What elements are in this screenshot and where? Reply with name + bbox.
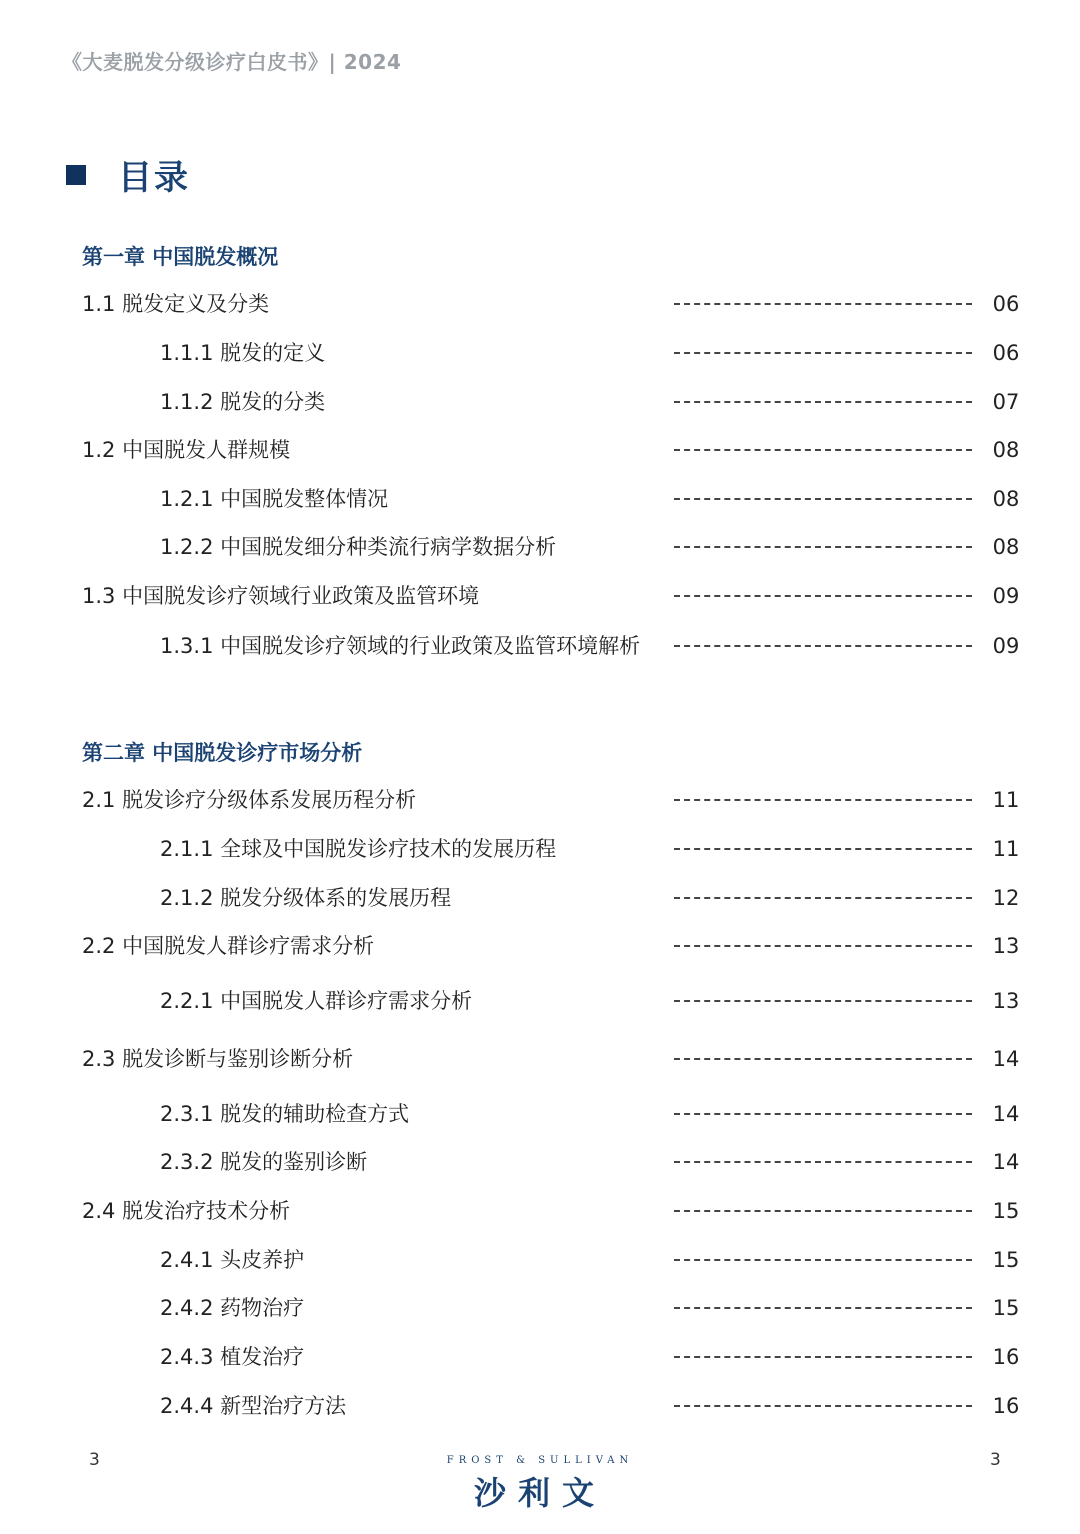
toc-page-number: 08 xyxy=(992,535,1020,559)
toc-entry-label: 2.4.2 药物治疗 xyxy=(160,1296,305,1320)
toc-entry[interactable] xyxy=(0,579,1080,613)
toc-entry-label: 2.4 脱发治疗技术分析 xyxy=(82,1199,291,1223)
toc-entry-label: 1.1.1 脱发的定义 xyxy=(160,341,326,365)
toc-page-number: 16 xyxy=(992,1345,1020,1369)
toc-entry[interactable] xyxy=(0,482,1080,516)
toc-entry-label: 1.2.1 中国脱发整体情况 xyxy=(160,487,389,511)
toc-entry-label: 2.1 脱发诊疗分级体系发展历程分析 xyxy=(82,788,417,812)
toc-entry-label: 2.4.3 植发治疗 xyxy=(160,1345,305,1369)
toc-page-number: 12 xyxy=(992,886,1020,910)
toc-entry[interactable] xyxy=(0,832,1080,866)
toc-page-number: 13 xyxy=(992,989,1020,1013)
toc-page-number: 14 xyxy=(992,1047,1020,1071)
toc-entry[interactable] xyxy=(0,1291,1080,1325)
toc-entry[interactable] xyxy=(0,1145,1080,1179)
toc-page-number: 08 xyxy=(992,438,1020,462)
dotted-leader xyxy=(674,1058,972,1060)
page-number-left: 3 xyxy=(89,1450,100,1470)
dotted-leader xyxy=(674,498,972,500)
toc-page-number: 06 xyxy=(992,341,1020,365)
logo-chinese-text: 沙利文 xyxy=(473,1474,606,1512)
toc-page-number: 15 xyxy=(992,1296,1020,1320)
toc-entry-label: 2.4.4 新型治疗方法 xyxy=(160,1394,347,1418)
square-bullet-icon xyxy=(66,165,86,185)
toc-entry[interactable] xyxy=(0,1097,1080,1131)
dotted-leader xyxy=(674,1356,972,1358)
toc-entry[interactable] xyxy=(0,1340,1080,1374)
toc-page-number: 15 xyxy=(992,1248,1020,1272)
toc-page-number: 16 xyxy=(992,1394,1020,1418)
toc-entry[interactable] xyxy=(0,929,1080,963)
toc-entry-label: 2.3.2 脱发的鉴别诊断 xyxy=(160,1150,368,1174)
toc-entry-label: 1.2.2 中国脱发细分种类流行病学数据分析 xyxy=(160,535,557,559)
toc-entry-label: 1.2 中国脱发人群规模 xyxy=(82,438,291,462)
document-header: 《大麦脱发分级诊疗白皮书》| 2024 xyxy=(62,50,402,74)
toc-entry[interactable] xyxy=(0,1042,1080,1076)
dotted-leader xyxy=(674,352,972,354)
toc-entry[interactable] xyxy=(0,629,1080,663)
dotted-leader xyxy=(674,1000,972,1002)
chapter-title[interactable]: 第一章 中国脱发概况 xyxy=(82,245,279,269)
page-number-right: 3 xyxy=(990,1450,1001,1470)
toc-entry-label: 2.1.1 全球及中国脱发诊疗技术的发展历程 xyxy=(160,837,557,861)
toc-page-number: 08 xyxy=(992,487,1020,511)
toc-entry-label: 2.4.1 头皮养护 xyxy=(160,1248,305,1272)
dotted-leader xyxy=(674,546,972,548)
dotted-leader xyxy=(674,1161,972,1163)
toc-entry[interactable] xyxy=(0,385,1080,419)
dotted-leader xyxy=(674,645,972,647)
dotted-leader xyxy=(674,1259,972,1261)
dotted-leader xyxy=(674,1307,972,1309)
toc-title: 目录 xyxy=(118,158,190,198)
toc-entry-label: 2.1.2 脱发分级体系的发展历程 xyxy=(160,886,452,910)
chapter-title[interactable]: 第二章 中国脱发诊疗市场分析 xyxy=(82,741,363,765)
logo-english-text: FROST & SULLIVAN xyxy=(446,1455,634,1466)
toc-entry-label: 1.1.2 脱发的分类 xyxy=(160,390,326,414)
toc-entry[interactable] xyxy=(0,984,1080,1018)
toc-entry[interactable] xyxy=(0,1389,1080,1423)
dotted-leader xyxy=(674,945,972,947)
toc-entry-label: 1.3.1 中国脱发诊疗领域的行业政策及监管环境解析 xyxy=(160,634,641,658)
toc-entry-label: 1.3 中国脱发诊疗领域行业政策及监管环境 xyxy=(82,584,480,608)
dotted-leader xyxy=(674,1210,972,1212)
toc-page-number: 14 xyxy=(992,1150,1020,1174)
toc-entry[interactable] xyxy=(0,1194,1080,1228)
toc-heading xyxy=(66,150,190,199)
toc-entry-label: 1.1 脱发定义及分类 xyxy=(82,292,270,316)
dotted-leader xyxy=(674,449,972,451)
toc-page-number: 15 xyxy=(992,1199,1020,1223)
toc-entry-label: 2.3.1 脱发的辅助检查方式 xyxy=(160,1102,410,1126)
toc-entry-label: 2.3 脱发诊断与鉴别诊断分析 xyxy=(82,1047,354,1071)
toc-entry-label: 2.2 中国脱发人群诊疗需求分析 xyxy=(82,934,375,958)
dotted-leader xyxy=(674,799,972,801)
frost-sullivan-logo xyxy=(440,1455,640,1514)
toc-entry[interactable] xyxy=(0,287,1080,321)
toc-entry[interactable] xyxy=(0,783,1080,817)
toc-entry[interactable] xyxy=(0,433,1080,467)
toc-entry[interactable] xyxy=(0,1243,1080,1277)
toc-entry-label: 2.2.1 中国脱发人群诊疗需求分析 xyxy=(160,989,473,1013)
toc-entry[interactable] xyxy=(0,881,1080,915)
dotted-leader xyxy=(674,401,972,403)
toc-page-number: 11 xyxy=(992,788,1020,812)
toc-page-number: 07 xyxy=(992,390,1020,414)
toc-entry[interactable] xyxy=(0,530,1080,564)
dotted-leader xyxy=(674,595,972,597)
toc-page-number: 14 xyxy=(992,1102,1020,1126)
toc-page-number: 11 xyxy=(992,837,1020,861)
toc-page-number: 09 xyxy=(992,634,1020,658)
toc-page-number: 06 xyxy=(992,292,1020,316)
dotted-leader xyxy=(674,848,972,850)
dotted-leader xyxy=(674,897,972,899)
toc-page-number: 09 xyxy=(992,584,1020,608)
dotted-leader xyxy=(674,303,972,305)
dotted-leader xyxy=(674,1113,972,1115)
dotted-leader xyxy=(674,1405,972,1407)
toc-page-number: 13 xyxy=(992,934,1020,958)
toc-entry[interactable] xyxy=(0,336,1080,370)
